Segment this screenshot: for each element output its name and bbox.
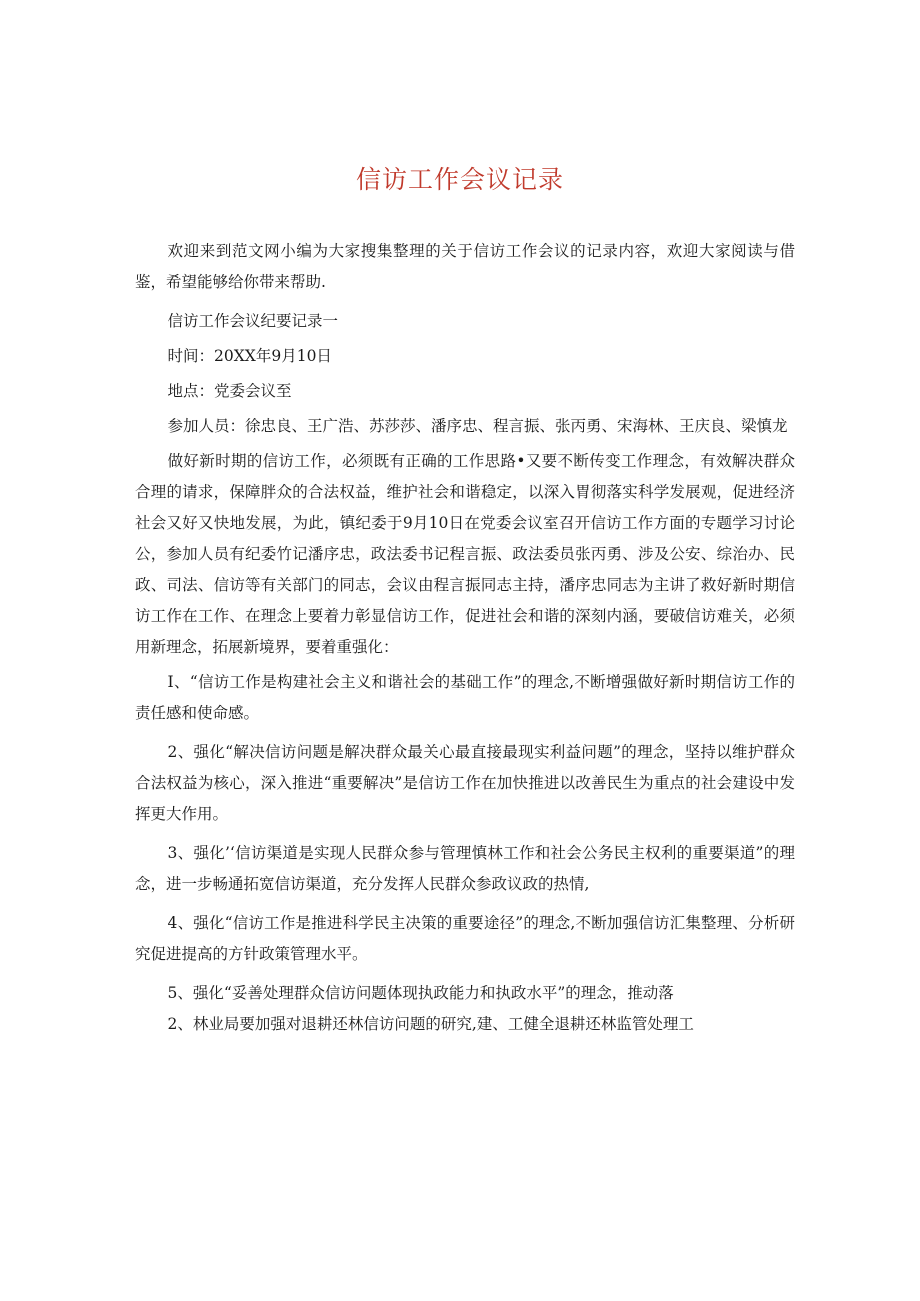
document-body <box>135 236 795 1040</box>
document-title: 信访工作会议记录 <box>355 165 564 194</box>
list-item-2: 2、强化“解决信访问题是解决群众最关心最直接最现实利益问题”的理念，坚持以维护群众合法权益为核心，深入推进“重要解决”是信访工作在加快推进以改善民生为重点的社会建设中发挥更大作用。 <box>135 743 795 823</box>
body-paragraph: 做好新时期的信访工作，必须既有正确的工作思路•又要不断传变工作理念，有效解决群众合理的请求，保障胖众的合法权益，维护社会和谐稳定，以深入胃彻落实科学发展观，促进经济社会又好又快地发展，为此，镇纪委于9月10日在党委会议室召开信访工作方面的专题学习讨论公，参加人员有纪委竹记潘序忠，政法委书记程言振、政法委员张丙勇、涉及公安、综治办、民政、司法、信访等有关部门的同志，会议由程言振同志主持，潘序忠同志为主讲了救好新时期信访工作在工作、在理念上要着力彰显信访工作，促进社会和谐的深刻内涵，要破信访难关，必须用新理念，拓展新境界，要着重强化： <box>135 452 795 656</box>
list-item-4: 4、强化“信访工作是推进科学民主决策的重要途径”的理念,不断加强信访汇集整理、分析研究促进提高的方针政策管理水平。 <box>135 914 795 963</box>
meeting-attendees: 参加人员：徐忠良、王广浩、苏莎莎、潘序忠、程言振、张丙勇、宋海林、王庆良、梁慎龙 <box>167 417 788 435</box>
section-title: 信访工作会议纪要记录一 <box>167 312 339 330</box>
list-item-5: 5、强化“妥善处理群众信访问题体现执政能力和执政水平”的理念，推动落 <box>167 984 674 1002</box>
intro-paragraph: 欢迎来到范文网小编为大家搜集整理的关于信访工作会议的记录内容，欢迎大家阅读与借鉴，希望能够给你带来帮助. <box>135 242 795 291</box>
list-item-6: 2、林业局要加强对退耕还林信访问题的研究,建、工健全退耕还林监管处理工 <box>167 1015 694 1033</box>
list-item-3: 3、强化’‘信访渠道是实现人民群众参与管理慎林工作和社会公务民主权利的重要渠道”的理念，进一步畅通拓宽信访渠道，充分发挥人民群众参政议政的热情, <box>135 844 795 893</box>
meeting-place: 地点：党委会议至 <box>167 382 292 400</box>
list-item-1: I、“信访工作是构建社会主义和谐社会的基础工作”的理念,不断增强做好新时期信访工作的责任感和使命感。 <box>135 673 795 722</box>
meeting-time: 时间：20XX年9月10日 <box>167 347 332 365</box>
